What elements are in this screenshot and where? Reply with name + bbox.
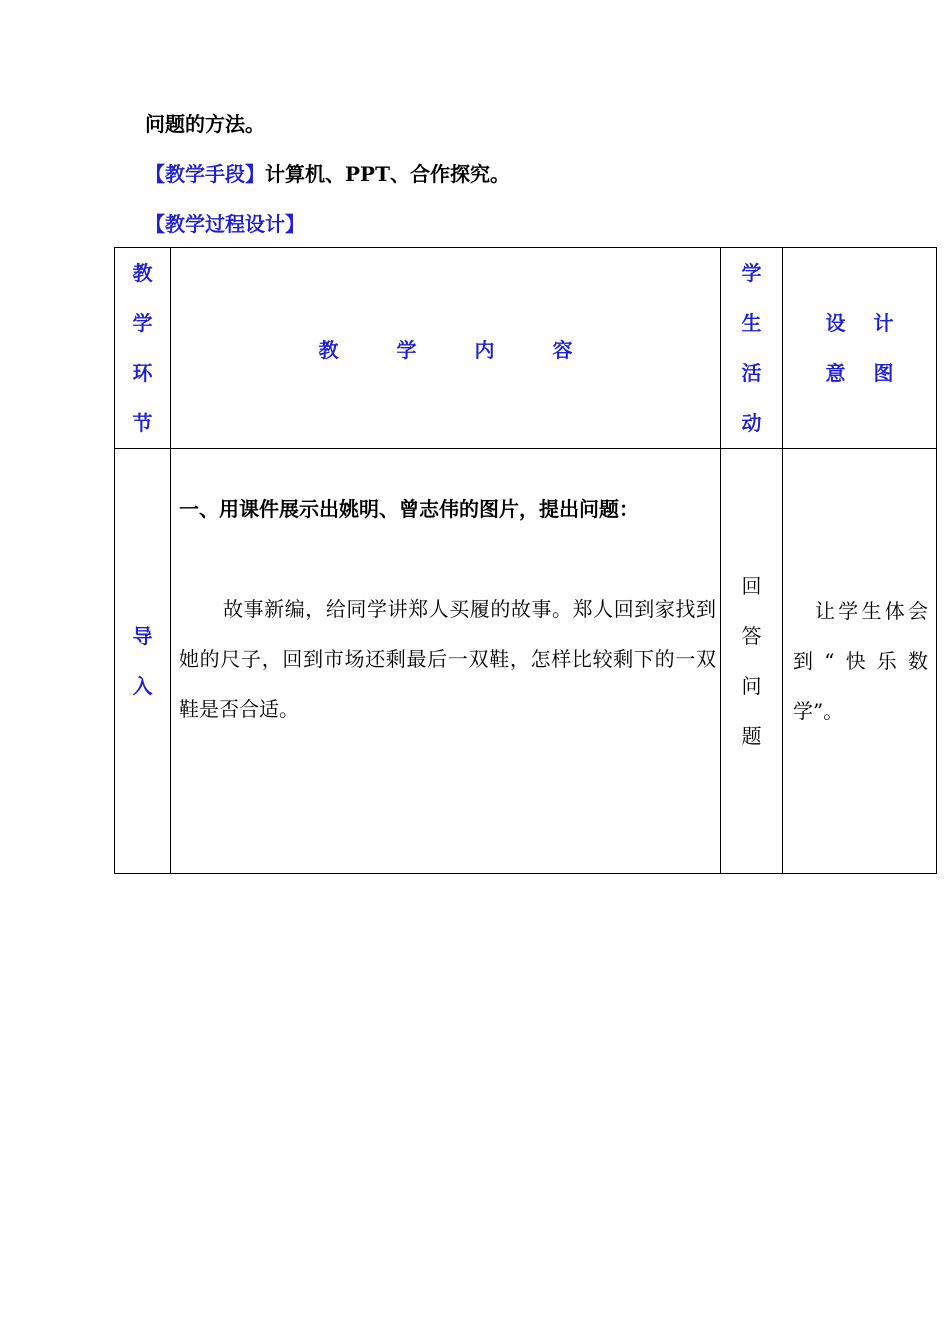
content-body: 故事新编，给同学讲郑人买履的故事。郑人回到家找到她的尺子，回到市场还剩最后一双鞋，怎样比较剩下的一双鞋是否合适。 <box>179 597 716 721</box>
table-header-row <box>115 248 937 449</box>
teaching-means-text: 计算机、PPT、合作探究。 <box>265 162 510 186</box>
teaching-means-line <box>145 158 510 187</box>
design-intent-cell: 让学生体会到“快乐数学”。 <box>783 449 937 874</box>
teaching-means-label: 【教学手段】 <box>145 162 265 186</box>
header-stage: 教 学 环 节 <box>115 248 171 449</box>
process-design-label: 【教学过程设计】 <box>145 212 305 236</box>
student-activity-cell: 回 答 问 题 <box>721 449 783 874</box>
content-heading: 一、用课件展示出姚明、曾志伟的图片，提出问题： <box>179 497 639 521</box>
lesson-plan-table <box>114 247 937 874</box>
table-row <box>115 449 937 874</box>
intro-continuation: 问题的方法。 <box>145 112 265 136</box>
stage-cell: 导 入 <box>115 449 171 874</box>
header-content: 教 学 内 容 <box>171 248 721 449</box>
header-design-intent: 设 计 意 图 <box>783 248 937 449</box>
header-student-activity: 学 生 活 动 <box>721 248 783 449</box>
content-cell <box>171 449 721 874</box>
